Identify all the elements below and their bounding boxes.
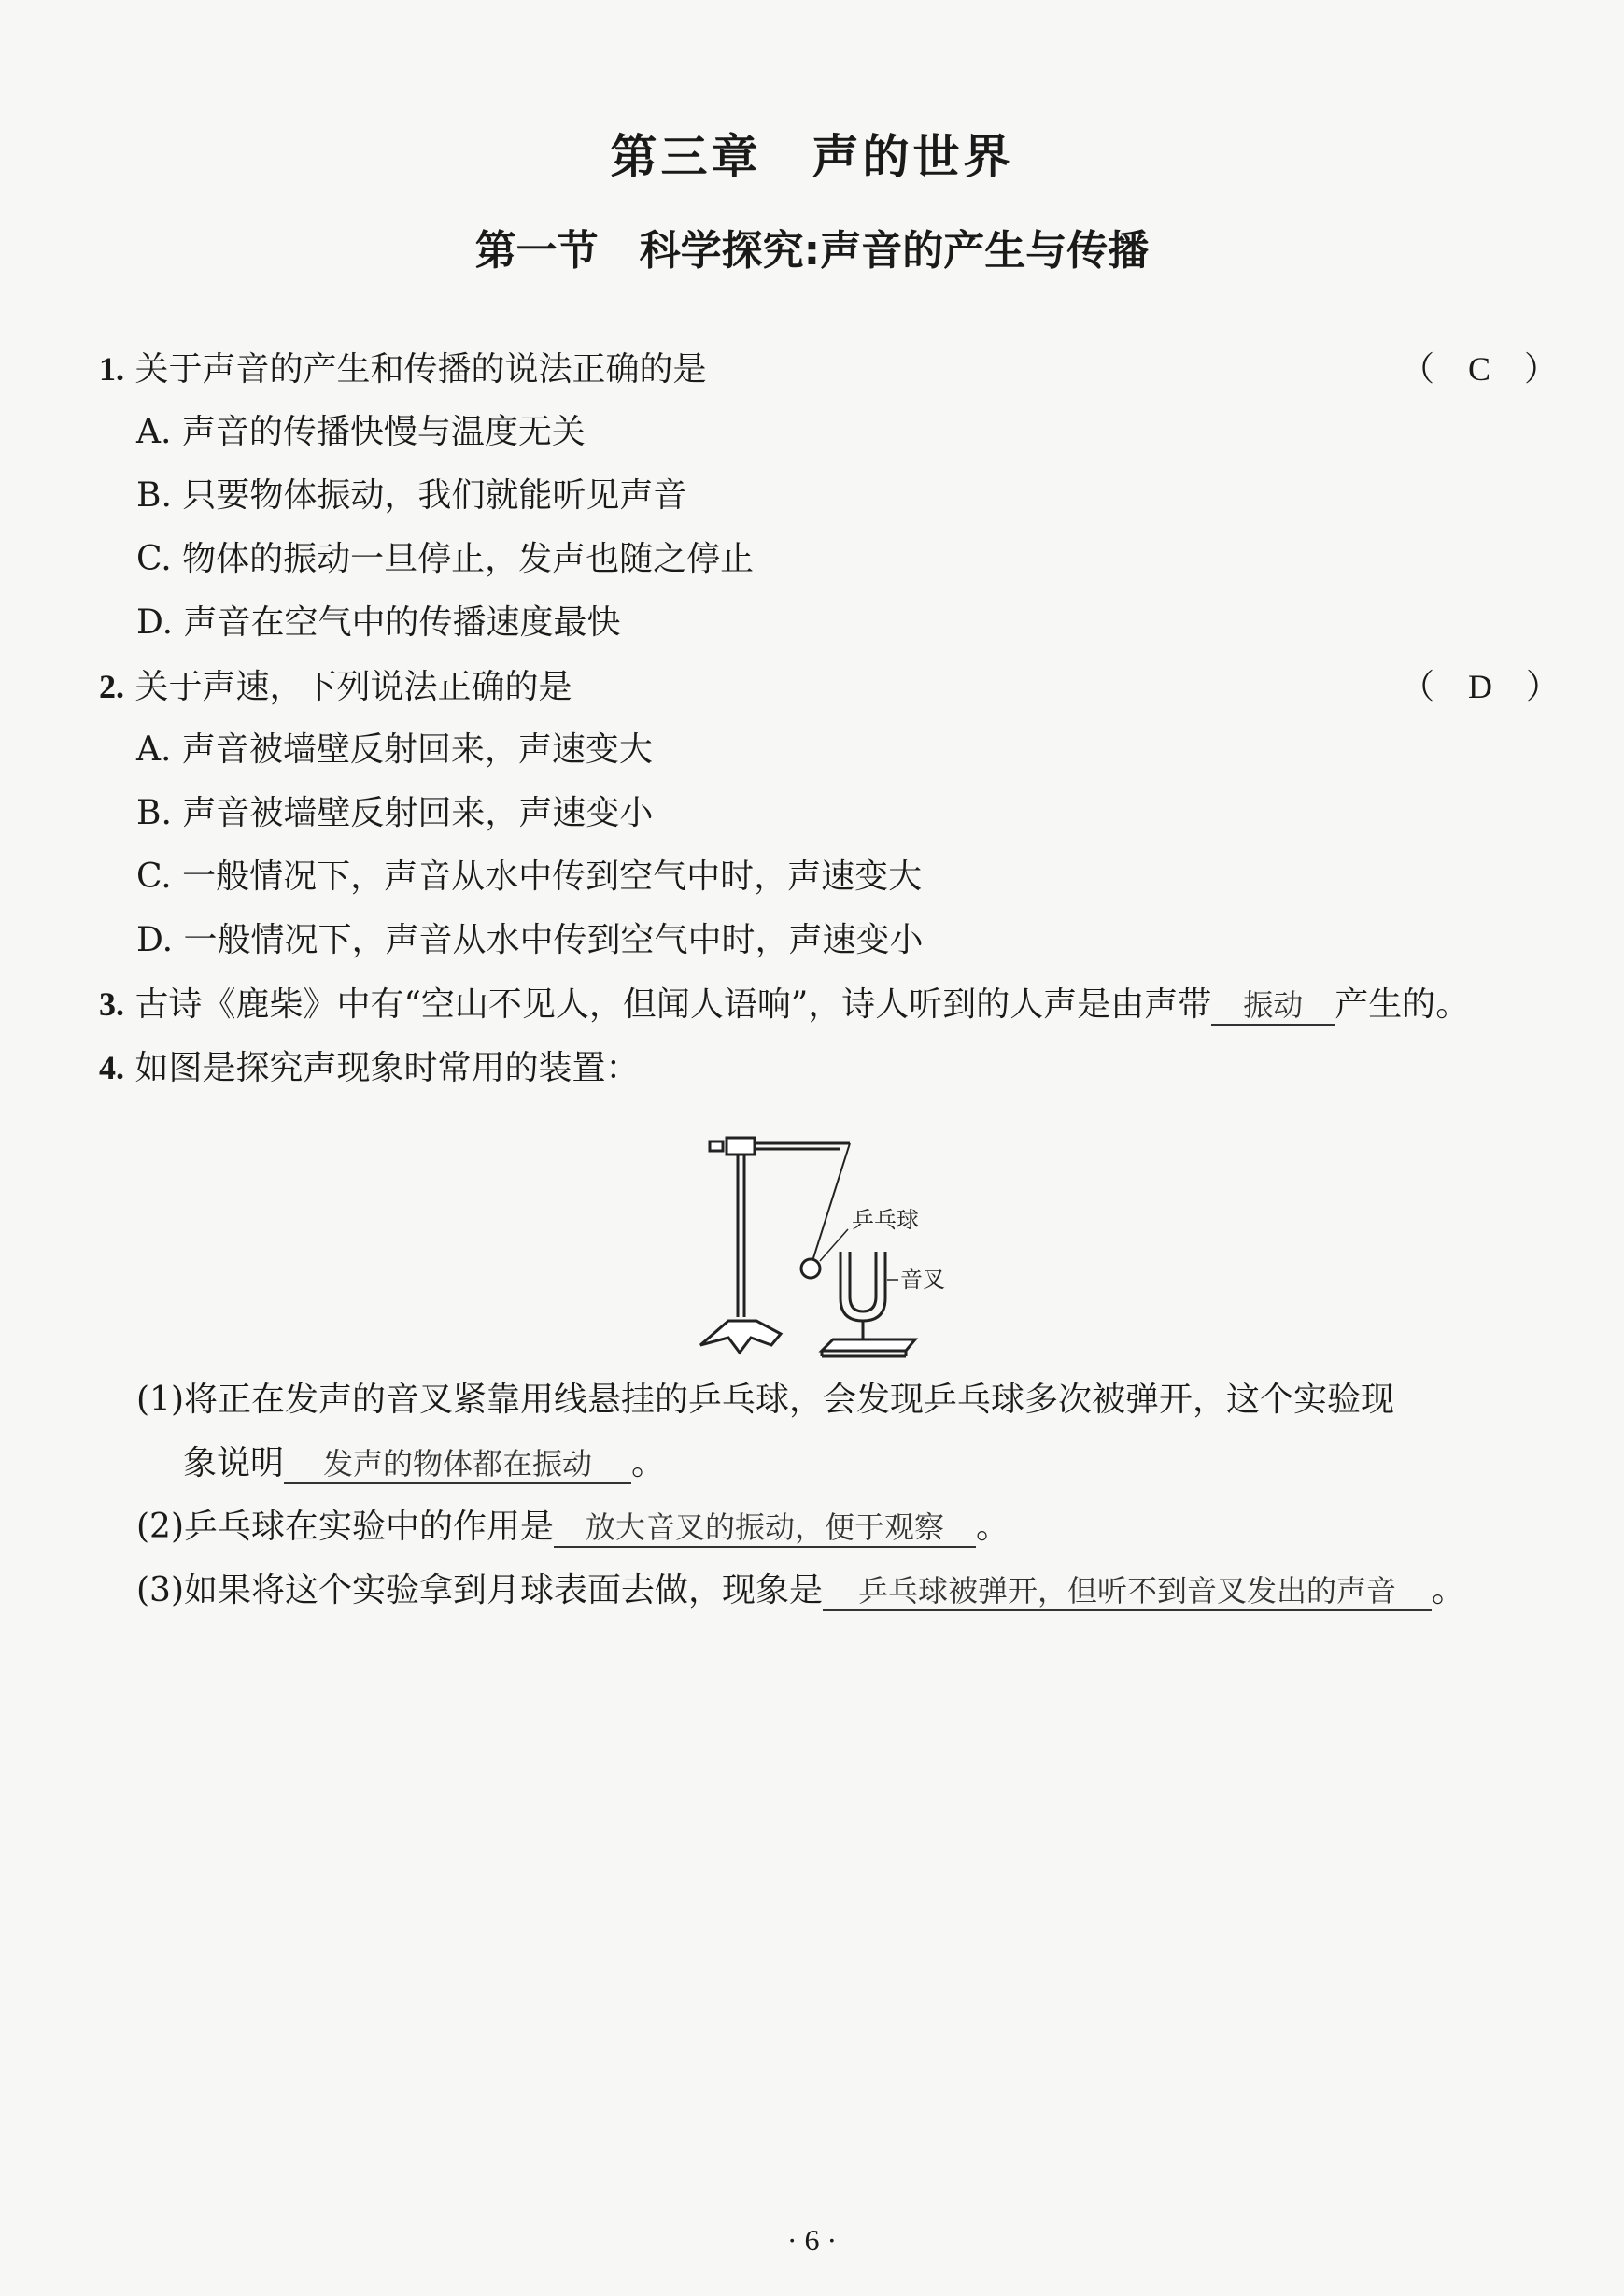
chapter-title: 第三章 声的世界 — [610, 129, 1014, 184]
answer-blank: 放大音叉的振动，便于观察 — [554, 1509, 976, 1548]
question-2-option-c: C. 一般情况下，声音从水中传到空气中时，声速变大 — [136, 857, 923, 896]
question-1-option-b: B. 只要物体振动，我们就能听见声音 — [136, 476, 687, 515]
page-number: · 6 · — [786, 2223, 838, 2257]
experiment-figure — [691, 1121, 1009, 1373]
question-number: 1. — [99, 350, 124, 388]
question-4-sub3 — [136, 1570, 1465, 1611]
question-1-option-d: D. 声音在空气中的传播速度最快 — [136, 603, 621, 642]
question-1-answer: （ C ） — [1401, 350, 1559, 388]
fork-label: 音叉 — [900, 1267, 945, 1293]
question-2-answer: （ D ） — [1401, 668, 1560, 705]
question-number: 3. — [99, 985, 124, 1023]
question-2-option-b: B. 声音被墙壁反射回来，声速变小 — [136, 794, 654, 832]
question-text: 关于声音的产生和传播的说法正确的是 — [134, 350, 707, 389]
question-2-stem — [99, 666, 572, 708]
answer-blank: 乒乓球被弹开，但听不到音叉发出的声音 — [823, 1572, 1432, 1611]
answer-blank: 发声的物体都在振动 — [284, 1445, 631, 1484]
question-1-stem — [99, 348, 706, 390]
ping-pong-ball — [801, 1259, 820, 1278]
question-text: 古诗《鹿柴》中有“空山不见人，但闻人语响”，诗人听到的人声是由声带 — [134, 985, 1212, 1024]
section-title: 第一节 科学探究:声音的产生与传播 — [474, 227, 1150, 275]
question-3 — [99, 984, 1469, 1026]
sub2-prefix: (2)乒乓球在实验中的作用是 — [136, 1508, 554, 1546]
thread — [812, 1143, 850, 1261]
iron-stand — [700, 1138, 850, 1353]
question-number: 2. — [99, 668, 124, 705]
question-number: 4. — [99, 1049, 124, 1086]
sub3-prefix: (3)如果将这个实验拿到月球表面去做，现象是 — [136, 1571, 823, 1609]
ball-label-leader — [820, 1229, 848, 1261]
question-1-option-c: C. 物体的振动一旦停止，发声也随之停止 — [136, 540, 755, 578]
question-4-sub1-line2 — [183, 1443, 665, 1484]
sub3-suffix: 。 — [1432, 1571, 1466, 1609]
sub1-prefix: 象说明 — [183, 1444, 285, 1482]
question-text: 如图是探究声现象时常用的装置： — [134, 1049, 640, 1087]
question-4-sub1-line1: (1)将正在发声的音叉紧靠用线悬挂的乒乓球，会发现乒乓球多次被弹开，这个实验现 — [136, 1381, 1394, 1419]
question-text-suffix: 产生的。 — [1335, 985, 1470, 1024]
question-1-option-a: A. 声音的传播快慢与温度无关 — [136, 413, 586, 451]
question-4-sub2 — [136, 1507, 1010, 1548]
question-text: 关于声速，下列说法正确的是 — [134, 668, 572, 706]
answer-blank: 振动 — [1211, 986, 1335, 1026]
question-4-stem — [99, 1047, 639, 1089]
question-2-option-a: A. 声音被墙壁反射回来，声速变大 — [136, 730, 653, 769]
sub2-suffix: 。 — [976, 1508, 1010, 1546]
question-2-option-d: D. 一般情况下，声音从水中传到空气中时，声速变小 — [136, 921, 924, 959]
ball-label: 乒乓球 — [852, 1207, 919, 1233]
sub1-suffix: 。 — [631, 1444, 666, 1482]
